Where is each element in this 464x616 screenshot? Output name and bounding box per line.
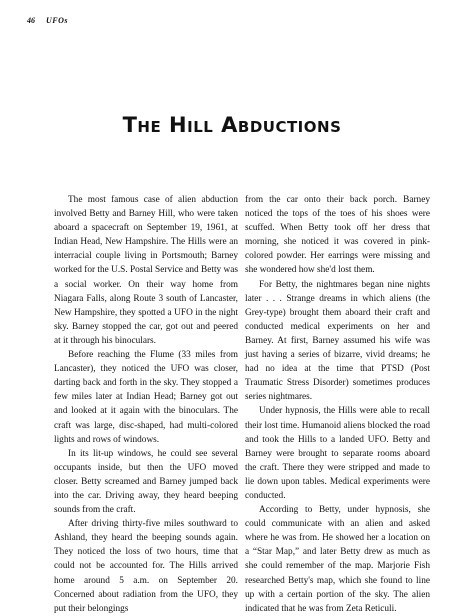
paragraph: For Betty, the nightmares began nine nights later . . . Strange dreams in which aliens (the Grey-type) brought them aboard their craft and conducted medical experiments on her and Barney. At first, Barney assumed his wife was just having a series of bizarre, vivid dreams; he had no idea at the time that PTSD (Post Traumatic Stress Disorder) sometimes produces series nightmares. — [245, 279, 430, 403]
running-head — [27, 16, 68, 25]
paragraph: After driving thirty-five miles southward to Ashland, they heard the beeping sounds again. They noticed the loss of two hours, time that could not be accounted for. The Hills arrived home around 5 a.m. on September 20. Concerned about radiation from the UFO, they put their belongings — [54, 519, 238, 614]
paragraph: The most famous case of alien abduction involved Betty and Barney Hill, who were taken aboard a spacecraft on September 19, 1961, at Indian Head, New Hampshire. The Hills were an interracial couple living in Portsmouth; Barney worked for the U.S. Postal Service and Betty was a social worker. On their way home from Niagara Falls, along Route 3 south of Lancaster, New Hampshire, they spotted a UFO in the night sky. Barney stopped the car, got out and peered at it through his binoculars. — [54, 195, 238, 346]
chapter-title: The Hill Abductions — [122, 113, 342, 137]
left-column — [54, 193, 238, 616]
paragraph-continued: from the car onto their back porch. Barney noticed the tops of the toes of his shoes were scuffed. When Betty took off her dress that morning, she noticed it was covered in pink-colored powder. Her earrings were missing and she wondered how she'd lost them. — [245, 195, 430, 276]
page-number: 46 — [27, 16, 35, 25]
paragraph: Before reaching the Flume (33 miles from Lancaster), they noticed the UFO was closer, darting back and forth in the sky. They stopped a few miles later at Indian Head; Barney got out and looked at it again with the binoculars. The craft was large, disc-shaped, had multi-colored lights and rows of windows. — [54, 350, 238, 445]
running-head-section: UFOs — [46, 16, 69, 25]
paragraph: In its lit-up windows, he could see several occupants inside, but then the UFO moved closer. Betty screamed and Barney jumped back into the car. Driving away, they heard beeping sounds from the craft. — [54, 448, 238, 516]
paragraph: Under hypnosis, the Hills were able to recall their lost time. Humanoid aliens blocked the road and took the Hills to a landed UFO. Betty and Barney were brought to separate rooms aboard the craft. There they were stripped and made to lie down upon tables. Medical experiments were conducted. — [245, 406, 430, 501]
paragraph: According to Betty, under hypnosis, she could communicate with an alien and asked where he was from. He showed her a location on a “Star Map,” and later Betty drew as much as she could remember of the map. Marjorie Fish researched Betty's map, which she found to line up with a certain portion of the sky. The alien indicated that he was from Zeta Reticuli. — [245, 505, 430, 614]
right-column — [245, 193, 430, 616]
